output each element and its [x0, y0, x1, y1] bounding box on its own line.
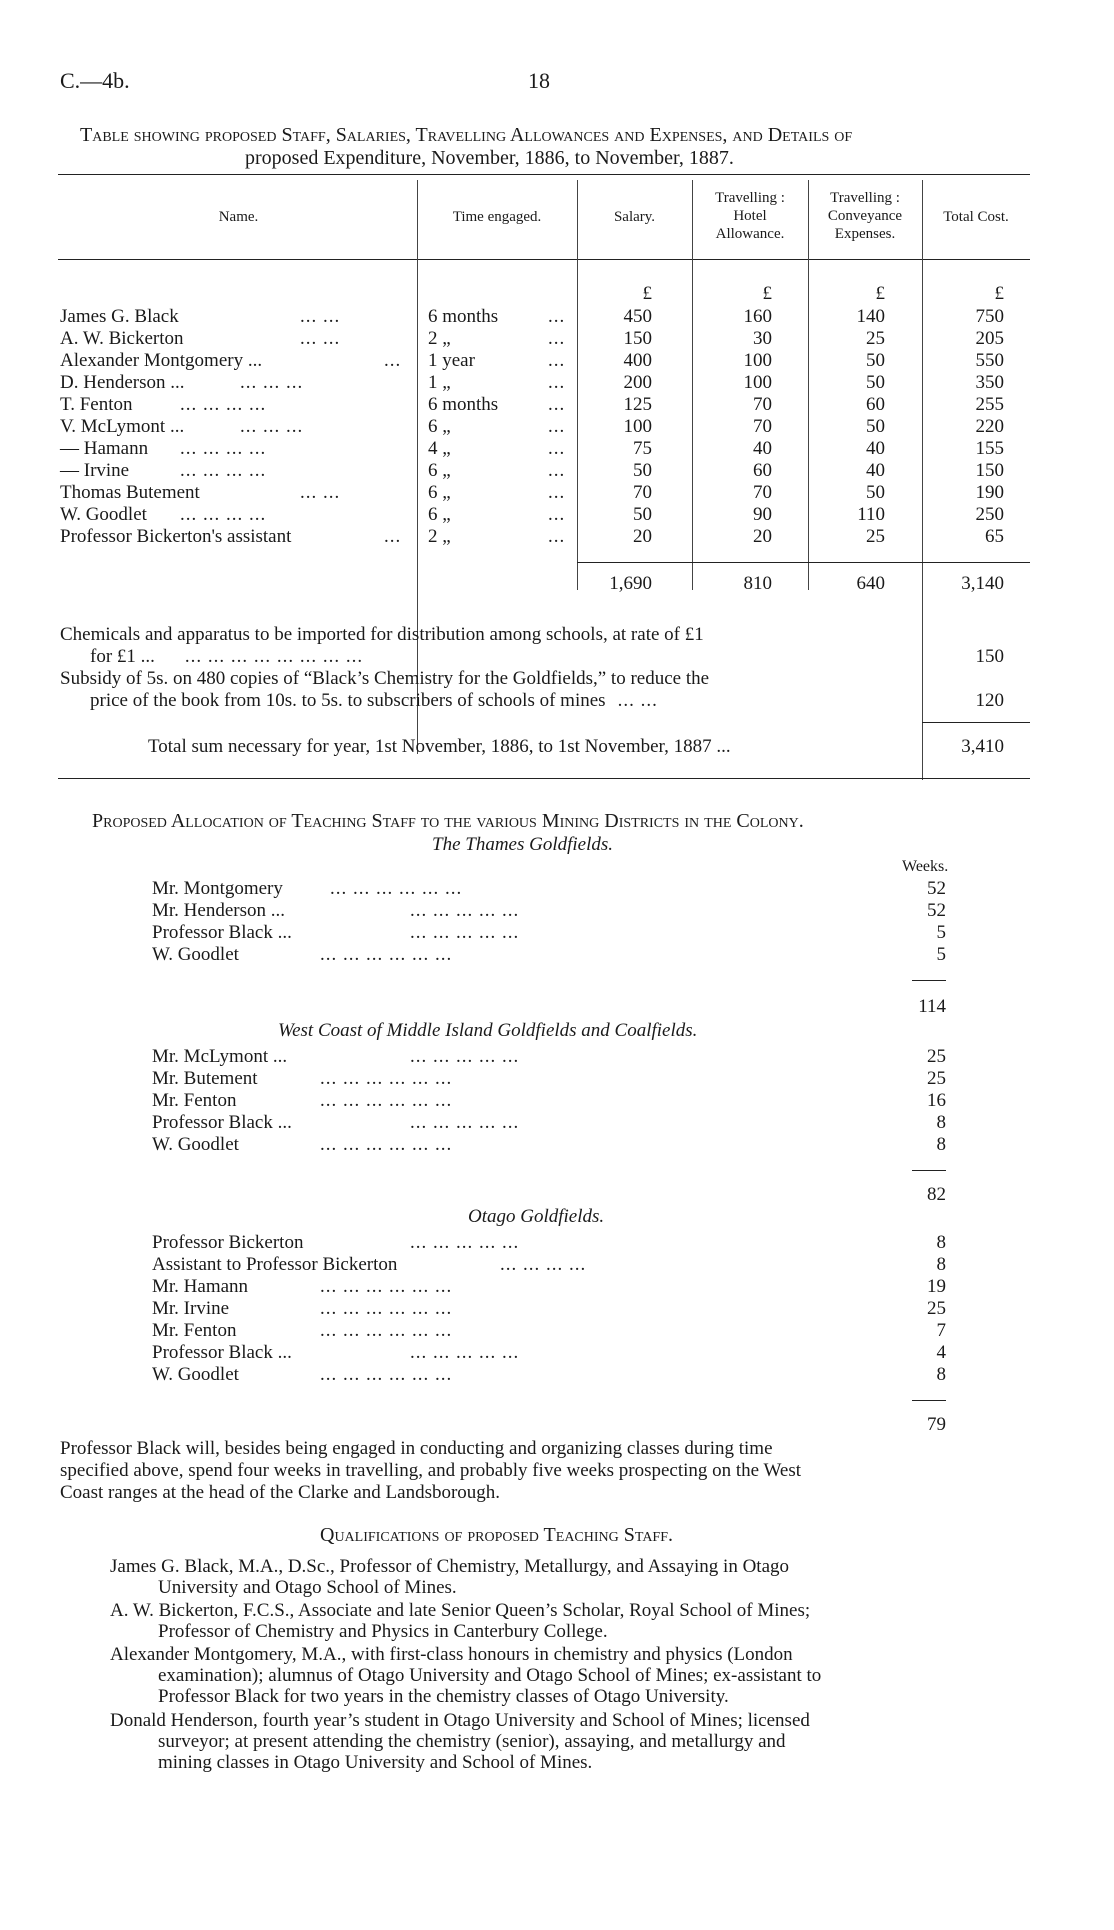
chemicals-line-2 [90, 646, 363, 668]
cell-hotel: 70 [753, 394, 772, 415]
cell-total: 350 [975, 372, 1004, 393]
alloc-name: Mr. McLymont ... [152, 1046, 288, 1067]
allocation-row [0, 944, 1114, 966]
cell-total: 550 [975, 350, 1004, 371]
alloc-weeks: 19 [927, 1276, 946, 1297]
alloc-name: Mr. Fenton [152, 1090, 237, 1111]
allocation-row [0, 1320, 1114, 1342]
leader-dots: ... ... [300, 328, 341, 349]
cell-name: T. Fenton [60, 394, 133, 415]
leader-dots: ... [548, 306, 566, 327]
cell-total: 190 [975, 482, 1004, 503]
alloc-weeks: 8 [936, 1232, 946, 1253]
total-hotel: 810 [743, 573, 772, 594]
note-line: specified above, spend four weeks in travelling, and probably five weeks prospecting on the West [60, 1460, 802, 1481]
cell-total: 65 [985, 526, 1004, 547]
leader-dots: ... [548, 460, 566, 481]
leader-dots: ... [548, 350, 566, 371]
weeks-rule [912, 1170, 946, 1171]
total-cost: 3,140 [961, 573, 1004, 594]
cell-name: D. Henderson ... [60, 372, 185, 393]
alloc-name: Mr. Hamann [152, 1276, 249, 1297]
leader-dots: ... ... ... ... [180, 438, 267, 459]
leader-dots: ... ... ... ... ... ... [320, 944, 453, 965]
cell-salary: 400 [623, 350, 652, 371]
currency-symbol: £ [762, 283, 772, 304]
cell-salary: 450 [623, 306, 652, 327]
table-row [0, 416, 1114, 438]
alloc-name: Mr. Butement [152, 1068, 258, 1089]
qual-line: Donald Henderson, fourth year’s student in Otago University and School of Mines; licensed [110, 1710, 810, 1731]
table-row [0, 504, 1114, 526]
alloc-weeks: 16 [927, 1090, 946, 1111]
allocation-row [0, 1232, 1114, 1254]
alloc-name: W. Goodlet [152, 1364, 239, 1385]
alloc-weeks: 8 [936, 1364, 946, 1385]
cell-hotel: 20 [753, 526, 772, 547]
qualification-entry [110, 1710, 1040, 1773]
allocation-row [0, 900, 1114, 922]
leader-dots: ... ... ... ... [500, 1254, 587, 1275]
cell-name: W. Goodlet [60, 504, 147, 525]
leader-dots: ... [384, 350, 402, 371]
leader-dots: ... [548, 438, 566, 459]
col-header-hotel-line: Hotel [733, 208, 767, 224]
leader-dots: ... [384, 526, 402, 547]
cell-conveyance: 50 [866, 350, 885, 371]
leader-dots: ... ... ... ... [180, 394, 267, 415]
cell-name: — Hamann [60, 438, 149, 459]
subtotal-rule [577, 562, 1030, 563]
currency-row [0, 283, 1114, 305]
cell-name: — Irvine [60, 460, 130, 481]
cell-hotel: 100 [743, 350, 772, 371]
alloc-name: Mr. Irvine [152, 1298, 230, 1319]
col-header-hotel-line: Allowance. [715, 226, 785, 242]
allocation-row [0, 1298, 1114, 1320]
qual-line: University and Otago School of Mines. [158, 1577, 457, 1598]
table-row [0, 460, 1114, 482]
alloc-name: Professor Black ... [152, 1342, 292, 1363]
cell-total: 255 [975, 394, 1004, 415]
table-bottom-rule [58, 778, 1030, 779]
leader-dots: ... ... [617, 690, 658, 711]
table-top-rule [58, 174, 1030, 175]
cell-total: 150 [975, 460, 1004, 481]
cell-name: Thomas Butement [60, 482, 200, 503]
col-header-name: Name. [218, 209, 259, 225]
cell-total: 220 [975, 416, 1004, 437]
section-heading: Otago Goldfields. [468, 1206, 605, 1227]
cell-conveyance: 50 [866, 416, 885, 437]
cell-hotel: 100 [743, 372, 772, 393]
subsidy-text: price of the book from 10s. to 5s. to subscribers of schools of mines [90, 690, 606, 711]
allocation-row [0, 1364, 1114, 1386]
subsidy-amount: 120 [975, 690, 1004, 711]
leader-dots: ... ... [300, 482, 341, 503]
leader-dots: ... ... [300, 306, 341, 327]
table-header-rule [58, 259, 1030, 260]
alloc-weeks: 8 [936, 1112, 946, 1133]
cell-time: 6 „ [428, 504, 451, 525]
cell-conveyance: 25 [866, 526, 885, 547]
cell-conveyance: 140 [856, 306, 885, 327]
leader-dots: ... ... ... ... ... ... [330, 878, 463, 899]
currency-symbol: £ [642, 283, 652, 304]
cell-salary: 70 [633, 482, 652, 503]
leader-dots: ... ... ... ... ... ... ... ... [184, 646, 364, 667]
cell-time: 6 months [428, 394, 499, 415]
table-row [0, 394, 1114, 416]
note-line: Coast ranges at the head of the Clarke and Landsborough. [60, 1482, 501, 1503]
leader-dots: ... ... ... ... ... ... [320, 1090, 453, 1111]
alloc-weeks: 5 [936, 922, 946, 943]
leader-dots: ... [548, 372, 566, 393]
cell-conveyance: 25 [866, 328, 885, 349]
leader-dots: ... ... ... ... ... ... [320, 1068, 453, 1089]
cell-salary: 20 [633, 526, 652, 547]
chemicals-line: Chemicals and apparatus to be imported for distribution among schools, at rate of £1 [60, 624, 704, 645]
allocation-row [0, 878, 1114, 900]
qualification-entry [110, 1556, 1040, 1598]
cell-salary: 75 [633, 438, 652, 459]
weeks-rule [912, 1400, 946, 1401]
col-header-conv-line: Conveyance [827, 208, 903, 224]
alloc-name: Professor Bickerton [152, 1232, 304, 1253]
qual-line: Professor of Chemistry and Physics in Canterbury College. [158, 1621, 608, 1642]
allocation-row [0, 1134, 1114, 1156]
cell-time: 6 months [428, 306, 499, 327]
cell-time: 4 „ [428, 438, 451, 459]
alloc-weeks: 52 [927, 878, 946, 899]
note-line: Professor Black will, besides being engaged in conducting and organizing classes during time [60, 1438, 773, 1459]
cell-salary: 50 [633, 460, 652, 481]
table-caption: Table showing proposed Staff, Salaries, Travelling Allowances and Expenses, and Details of [80, 124, 853, 146]
cell-hotel: 160 [743, 306, 772, 327]
subsidy-line: Subsidy of 5s. on 480 copies of “Black’s Chemistry for the Goldfields,” to reduce the [60, 668, 710, 689]
cell-conveyance: 50 [866, 372, 885, 393]
leader-dots: ... [548, 482, 566, 503]
col-header-conv-line: Expenses. [834, 226, 896, 242]
page-reference: C.—4b. [60, 68, 130, 93]
totals-row [0, 573, 1114, 595]
qual-line: Alexander Montgomery, M.A., with first-class honours in chemistry and physics (London [110, 1644, 793, 1665]
alloc-name: Professor Black ... [152, 922, 292, 943]
cell-time: 6 „ [428, 460, 451, 481]
grand-total-label: Total sum necessary for year, 1st November, 1886, to 1st November, 1887 ... [148, 736, 731, 757]
total-conveyance: 640 [856, 573, 885, 594]
cell-salary: 200 [623, 372, 652, 393]
cell-total: 155 [975, 438, 1004, 459]
cell-conveyance: 40 [866, 438, 885, 459]
alloc-name: Mr. Henderson ... [152, 900, 285, 921]
leader-dots: ... ... ... ... ... ... [320, 1364, 453, 1385]
qualification-entry [110, 1600, 1040, 1642]
alloc-name: Mr. Fenton [152, 1320, 237, 1341]
subsidy-line-2 [90, 690, 658, 712]
col-header-conveyance [808, 189, 922, 243]
leader-dots: ... ... ... ... ... [410, 1046, 520, 1067]
cell-salary: 100 [623, 416, 652, 437]
leader-dots: ... [548, 526, 566, 547]
currency-symbol: £ [875, 283, 885, 304]
table-caption-line-2: proposed Expenditure, November, 1886, to November, 1887. [245, 147, 734, 169]
weeks-label: Weeks. [902, 858, 949, 875]
col-header-hotel-line: Travelling : [715, 190, 785, 206]
section-heading: The Thames Goldfields. [432, 834, 614, 855]
cell-hotel: 70 [753, 482, 772, 503]
cell-time: 1 „ [428, 372, 451, 393]
alloc-weeks: 52 [927, 900, 946, 921]
chemicals-amount: 150 [975, 646, 1004, 667]
alloc-weeks: 5 [936, 944, 946, 965]
alloc-weeks: 25 [927, 1298, 946, 1319]
allocation-row [0, 1276, 1114, 1298]
cell-total: 250 [975, 504, 1004, 525]
leader-dots: ... ... ... ... ... [410, 900, 520, 921]
section-heading: West Coast of Middle Island Goldfields and Coalfields. [278, 1020, 698, 1041]
alloc-weeks: 7 [936, 1320, 946, 1341]
table-row [0, 328, 1114, 350]
cell-hotel: 70 [753, 416, 772, 437]
alloc-weeks: 4 [936, 1342, 946, 1363]
leader-dots: ... ... ... ... ... ... [320, 1276, 453, 1297]
allocation-row [0, 1090, 1114, 1112]
cell-hotel: 60 [753, 460, 772, 481]
leader-dots: ... [548, 328, 566, 349]
cell-time: 1 year [428, 350, 475, 371]
cell-salary: 150 [623, 328, 652, 349]
alloc-weeks: 8 [936, 1254, 946, 1275]
cell-time: 2 „ [428, 328, 451, 349]
col-header-total: Total Cost. [943, 209, 1009, 225]
cell-name: Alexander Montgomery ... [60, 350, 263, 371]
leader-dots: ... [548, 394, 566, 415]
col-header-hotel [692, 189, 808, 243]
col-header-salary: Salary. [613, 209, 656, 225]
cell-hotel: 30 [753, 328, 772, 349]
leader-dots: ... ... ... ... ... [410, 1112, 520, 1133]
cell-name: Professor Bickerton's assistant [60, 526, 292, 547]
qualifications-title: Qualifications of proposed Teaching Staff. [320, 1524, 674, 1546]
cell-hotel: 90 [753, 504, 772, 525]
leader-dots: ... [548, 416, 566, 437]
grand-total-rule [922, 722, 1030, 723]
cell-time: 6 „ [428, 482, 451, 503]
grand-total: 3,410 [961, 736, 1004, 757]
qual-line: Professor Black for two years in the chemistry classes of Otago University. [158, 1686, 729, 1707]
qual-line: examination); alumnus of Otago University and Otago School of Mines; ex-assistant to [158, 1665, 822, 1686]
leader-dots: ... ... ... ... ... [410, 1342, 520, 1363]
alloc-weeks: 25 [927, 1068, 946, 1089]
table-row [0, 306, 1114, 328]
allocation-title: Proposed Allocation of Teaching Staff to the various Mining Districts in the Colony. [92, 810, 804, 832]
leader-dots: ... [548, 504, 566, 525]
cell-hotel: 40 [753, 438, 772, 459]
cell-time: 6 „ [428, 416, 451, 437]
qual-line: mining classes in Otago University and School of Mines. [158, 1752, 593, 1773]
leader-dots: ... ... ... ... ... [410, 1232, 520, 1253]
allocation-row [0, 1254, 1114, 1276]
allocation-row [0, 1342, 1114, 1364]
leader-dots: ... ... ... ... ... ... [320, 1298, 453, 1319]
allocation-row [0, 1068, 1114, 1090]
cell-time: 2 „ [428, 526, 451, 547]
cell-name: James G. Black [60, 306, 179, 327]
cell-total: 205 [975, 328, 1004, 349]
alloc-name: W. Goodlet [152, 1134, 239, 1155]
qualification-entry [110, 1644, 1040, 1707]
qual-line: surveyor; at present attending the chemistry (senior), assaying, and metallurgy and [158, 1731, 786, 1752]
col-header-conv-line: Travelling : [830, 190, 900, 206]
cell-conveyance: 50 [866, 482, 885, 503]
leader-dots: ... ... ... ... ... ... [320, 1320, 453, 1341]
section-total: 79 [927, 1414, 946, 1435]
total-salary: 1,690 [609, 573, 652, 594]
leader-dots: ... ... ... ... [180, 504, 267, 525]
alloc-name: Assistant to Professor Bickerton [152, 1254, 398, 1275]
leader-dots: ... ... ... [240, 416, 304, 437]
allocation-row [0, 1046, 1114, 1068]
leader-dots: ... ... ... ... [180, 460, 267, 481]
alloc-weeks: 25 [927, 1046, 946, 1067]
alloc-name: W. Goodlet [152, 944, 239, 965]
weeks-rule [912, 980, 946, 981]
table-row [0, 482, 1114, 504]
currency-symbol: £ [994, 283, 1004, 304]
table-row [0, 438, 1114, 460]
alloc-name: Professor Black ... [152, 1112, 292, 1133]
allocation-row [0, 922, 1114, 944]
alloc-weeks: 8 [936, 1134, 946, 1155]
cell-salary: 50 [633, 504, 652, 525]
cell-name: V. McLymont ... [60, 416, 185, 437]
cell-total: 750 [975, 306, 1004, 327]
leader-dots: ... ... ... ... ... [410, 922, 520, 943]
alloc-name: Mr. Montgomery [152, 878, 283, 899]
col-header-time: Time engaged. [452, 209, 542, 225]
section-total: 82 [927, 1184, 946, 1205]
table-row [0, 526, 1114, 548]
chemicals-text: for £1 ... [90, 646, 155, 667]
qual-line: A. W. Bickerton, F.C.S., Associate and late Senior Queen’s Scholar, Royal School of Mines; [110, 1600, 811, 1621]
table-row [0, 350, 1114, 372]
section-total: 114 [918, 996, 946, 1017]
cell-conveyance: 60 [866, 394, 885, 415]
page-number: 18 [528, 68, 550, 93]
cell-conveyance: 40 [866, 460, 885, 481]
table-row [0, 372, 1114, 394]
cell-salary: 125 [623, 394, 652, 415]
allocation-row [0, 1112, 1114, 1134]
leader-dots: ... ... ... ... ... ... [320, 1134, 453, 1155]
leader-dots: ... ... ... [240, 372, 304, 393]
cell-name: A. W. Bickerton [60, 328, 184, 349]
cell-conveyance: 110 [857, 504, 885, 525]
qual-line: James G. Black, M.A., D.Sc., Professor of Chemistry, Metallurgy, and Assaying in Otago [110, 1556, 789, 1577]
